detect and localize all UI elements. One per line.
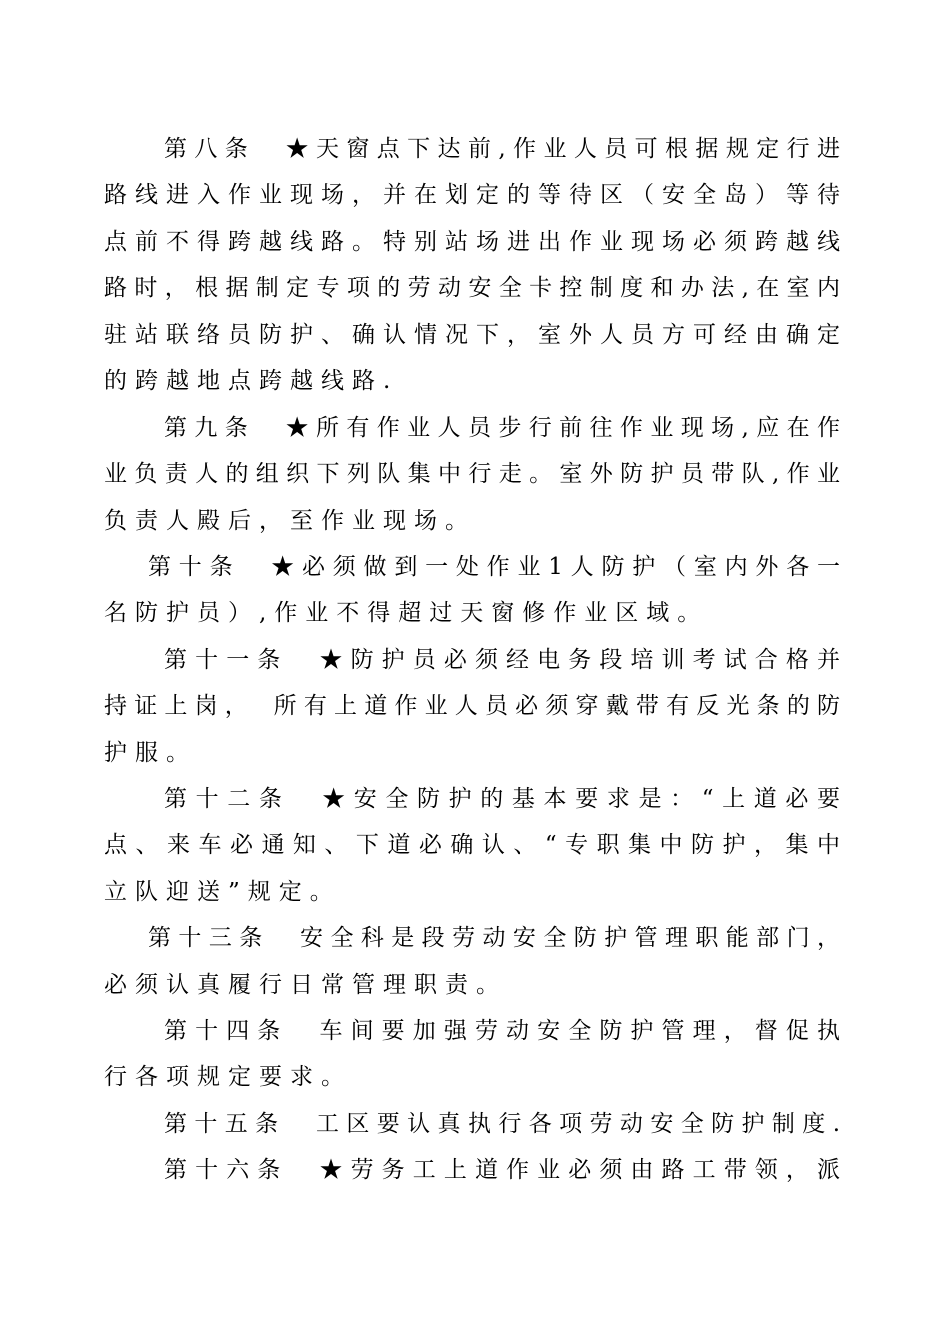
text-line: 第十二条 ★安全防护的基本要求是：“上道必要: [164, 786, 840, 812]
text-line: 护服。: [104, 740, 197, 766]
text-line: 点前不得跨越线路。特别站场进出作业现场必须跨越线: [104, 229, 840, 255]
text-line: 第十条 ★必须做到一处作业1人防护（室内外各一: [148, 554, 840, 580]
text-line: 负责人殿后，至作业现场。: [104, 508, 476, 534]
text-line: 业负责人的组织下列队集中行走。室外防护员带队,作业: [104, 461, 840, 487]
text-line: 第十五条 工区要认真执行各项劳动安全防护制度.: [164, 1111, 840, 1137]
text-line: 的跨越地点跨越线路.: [104, 368, 399, 394]
text-line: 第十四条 车间要加强劳动安全防护管理，督促执: [164, 1018, 840, 1044]
text-line: 驻站联络员防护、确认情况下，室外人员方可经由确定: [104, 322, 840, 348]
text-line: 第八条 ★天窗点下达前,作业人员可根据规定行进: [164, 136, 840, 162]
text-line: 立队迎送”规定。: [104, 879, 341, 905]
text-line: 第十六条 ★劳务工上道作业必须由路工带领，派: [164, 1157, 840, 1183]
text-line: 必须认真履行日常管理职责。: [104, 972, 507, 998]
text-line: 路时，根据制定专项的劳动安全卡控制度和办法,在室内: [104, 275, 840, 301]
text-line: 第十三条 安全科是段劳动安全防护管理职能部门，: [148, 925, 840, 951]
text-line: 点、来车必通知、下道必确认、“专职集中防护，集中: [104, 832, 840, 858]
text-line: 持证上岗， 所有上道作业人员必须穿戴带有反光条的防: [104, 693, 840, 719]
text-line: 路线进入作业现场，并在划定的等待区（安全岛）等待: [104, 182, 840, 208]
text-line: 行各项规定要求。: [104, 1064, 352, 1090]
text-line: 名防护员）,作业不得超过天窗修作业区域。: [104, 600, 709, 626]
text-line: 第九条 ★所有作业人员步行前往作业现场,应在作: [164, 415, 840, 441]
text-line: 第十一条 ★防护员必须经电务段培训考试合格并: [164, 647, 840, 673]
